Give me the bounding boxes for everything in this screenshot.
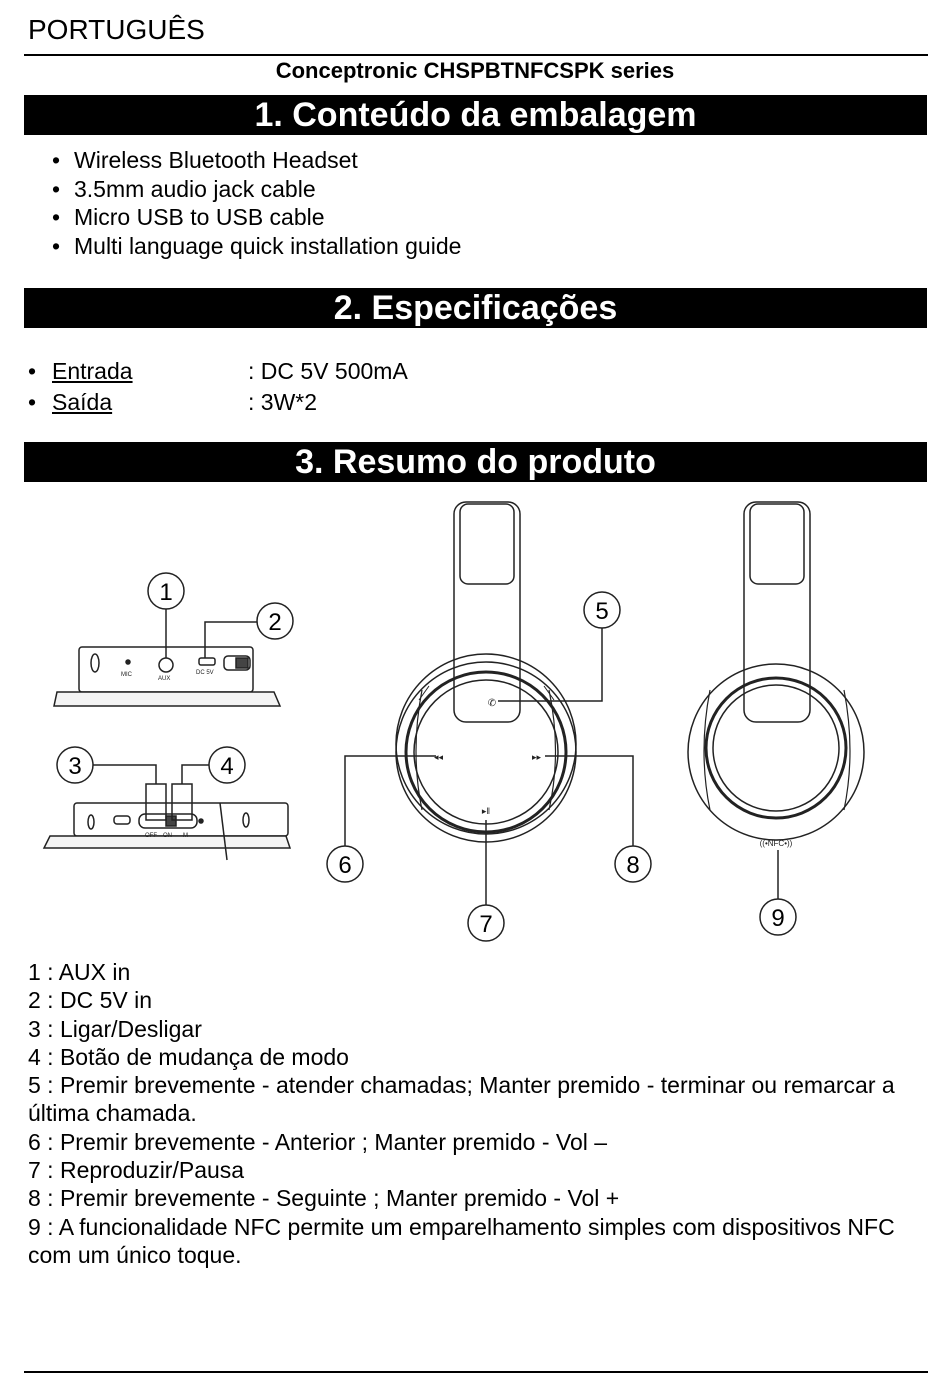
description-item: 7 : Reproduzir/Pausa xyxy=(28,1157,245,1184)
callout-9 xyxy=(760,850,796,935)
callout-descriptions xyxy=(28,958,928,1269)
description-item: 5 : Premir brevemente - atender chamadas; Manter premido - terminar ou remarcar a última chamada. xyxy=(28,1072,895,1127)
svg-text:8: 8 xyxy=(626,852,640,879)
description-item: 4 : Botão de mudança de modo xyxy=(28,1043,349,1070)
spec-label: Entrada xyxy=(52,358,133,384)
product-series-title: Conceptronic CHSPBTNFCSPK series xyxy=(275,58,675,83)
nfc-icon: ((•NFC•)) xyxy=(759,839,793,848)
top-divider xyxy=(24,54,928,56)
headset-back-view xyxy=(688,502,864,848)
product-overview-diagram xyxy=(24,490,928,950)
list-item: • Multi language quick installation guide xyxy=(52,232,461,261)
switch-label: OFF xyxy=(145,833,157,839)
bullet: • xyxy=(28,358,37,384)
spec-label: Saída xyxy=(52,389,113,415)
port-label: MIC xyxy=(121,672,132,678)
section-2-heading: 2. Especificações xyxy=(24,288,927,328)
description-item: 1 : AUX in xyxy=(28,959,131,985)
callout-7 xyxy=(468,820,504,941)
list-item: • Micro USB to USB cable xyxy=(52,203,461,232)
package-contents-list xyxy=(52,146,461,260)
language-heading: PORTUGUÊS xyxy=(28,14,205,45)
earcup-bottom-view xyxy=(44,803,290,860)
callout-4 xyxy=(172,747,245,820)
play-pause-icon: ▸‖ xyxy=(481,806,491,816)
svg-text:5: 5 xyxy=(595,598,609,625)
switch-label: M xyxy=(183,833,188,839)
list-item: • Wireless Bluetooth Headset xyxy=(52,146,461,175)
section-3-heading: 3. Resumo do produto xyxy=(24,442,927,482)
port-label: AUX xyxy=(158,676,171,682)
earcup-top-view xyxy=(54,647,280,706)
svg-text:2: 2 xyxy=(268,609,282,636)
callout-1 xyxy=(148,573,184,658)
svg-text:3: 3 xyxy=(68,753,82,780)
svg-text:4: 4 xyxy=(220,753,234,780)
callout-5 xyxy=(498,592,620,701)
bottom-divider xyxy=(24,1371,928,1373)
svg-text:6: 6 xyxy=(338,852,352,879)
svg-text:1: 1 xyxy=(159,579,173,606)
svg-text:7: 7 xyxy=(479,911,493,938)
callout-8 xyxy=(545,756,651,882)
bullet: • xyxy=(28,389,37,415)
switch-label: ON xyxy=(163,833,172,839)
spec-value: : 3W*2 xyxy=(248,389,318,415)
section-1-heading: 1. Conteúdo da embalagem xyxy=(24,95,927,135)
description-item: 8 : Premir brevemente - Seguinte ; Manter premido - Vol + xyxy=(28,1185,620,1212)
callout-6 xyxy=(327,756,436,882)
port-label: DC 5V xyxy=(196,670,214,676)
callout-2 xyxy=(205,603,293,658)
spec-value: : DC 5V 500mA xyxy=(248,358,408,384)
previous-icon: ◂◂ xyxy=(434,752,444,762)
description-item: 2 : DC 5V in xyxy=(28,987,152,1014)
description-item: 9 : A funcionalidade NFC permite um emparelhamento simples com dispositivos NFC com um único toque. xyxy=(28,1213,895,1268)
phone-icon: ✆ xyxy=(487,698,497,709)
svg-text:9: 9 xyxy=(771,905,785,932)
description-item: 3 : Ligar/Desligar xyxy=(28,1015,202,1042)
next-icon: ▸▸ xyxy=(532,752,542,762)
description-item: 6 : Premir brevemente - Anterior ; Manter premido - Vol – xyxy=(28,1128,608,1155)
list-item: • 3.5mm audio jack cable xyxy=(52,175,461,204)
headset-front-view xyxy=(396,502,576,842)
